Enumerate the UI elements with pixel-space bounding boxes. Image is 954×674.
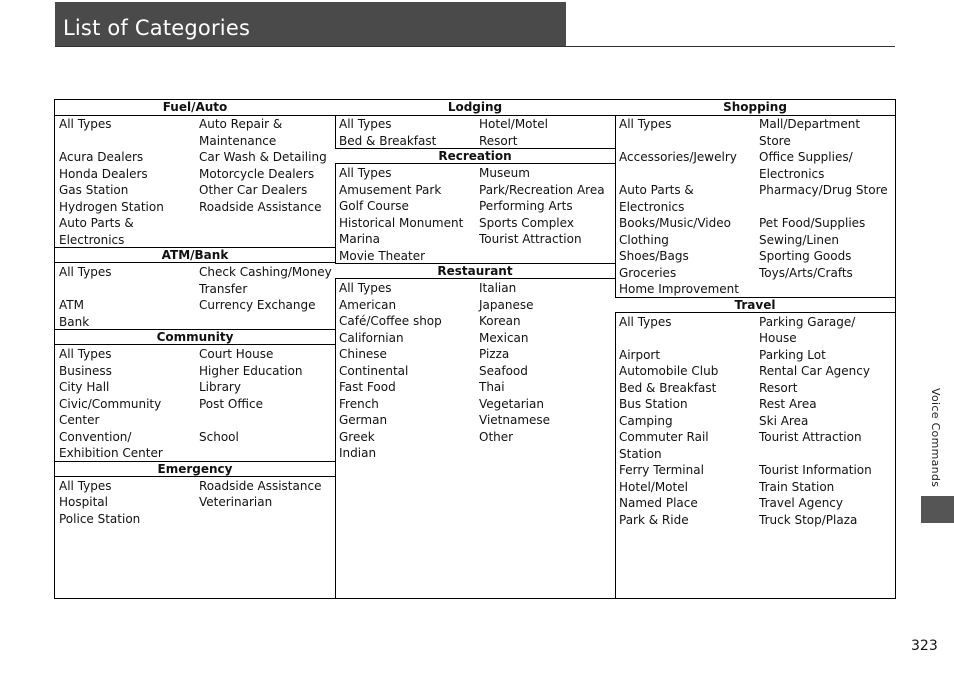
category-item: American <box>339 297 397 312</box>
category-item: Currency Exchange <box>199 298 316 312</box>
category-item: All Types <box>59 478 112 493</box>
category-item: Parking Lot <box>759 347 826 362</box>
section-header: Recreation <box>335 148 615 164</box>
category-item: Groceries <box>619 265 677 280</box>
category-item: Hotel/Motel <box>619 479 688 494</box>
section-header: Travel <box>615 297 895 313</box>
category-item: Italian <box>479 281 517 295</box>
category-item: Tourist Attraction <box>759 430 862 444</box>
page-number: 323 <box>911 638 938 654</box>
category-item: Vegetarian <box>479 396 544 411</box>
category-item: Hydrogen Station <box>59 199 164 214</box>
category-item: Resort <box>759 380 798 395</box>
section-header: Community <box>55 329 335 345</box>
category-item: Travel Agency <box>759 496 843 510</box>
category-item: Ferry Terminal <box>619 463 704 477</box>
category-item: All Types <box>59 117 112 131</box>
category-item: All Types <box>59 265 112 279</box>
category-item: Auto Parts & Electronics <box>619 183 694 214</box>
category-item: French <box>339 396 379 411</box>
category-item: Convention/ Exhibition Center <box>59 429 163 460</box>
category-item: Shoes/Bags <box>619 249 689 263</box>
category-item: Auto Parts & Electronics <box>59 216 134 247</box>
category-item: Pharmacy/Drug Store <box>759 183 888 197</box>
category-item: Toys/Arts/Crafts <box>759 265 853 280</box>
column-1 <box>55 100 336 599</box>
category-item: Automobile Club <box>619 364 719 378</box>
category-item: Mexican <box>479 330 529 345</box>
category-item: Vietnamese <box>479 413 551 427</box>
category-item: Historical Monument <box>339 215 464 230</box>
category-item: Mall/Department Store <box>759 117 861 148</box>
category-item: Indian <box>339 446 377 460</box>
category-item: School <box>199 429 239 444</box>
category-item: Korean <box>479 314 521 328</box>
category-item: Continental <box>339 363 409 378</box>
category-item: Ski Area <box>759 413 809 428</box>
category-item: Other Car Dealers <box>199 183 308 197</box>
category-item: Train Station <box>759 479 835 494</box>
category-item: All Types <box>59 347 112 361</box>
section-header: Shopping <box>615 100 895 116</box>
category-item: Bed & Breakfast <box>619 380 717 395</box>
category-item: Japanese <box>479 297 534 312</box>
category-item: Airport <box>619 347 661 362</box>
category-item: German <box>339 413 388 427</box>
category-item: Other <box>479 429 514 444</box>
column-3 <box>615 100 896 599</box>
category-item: Fast Food <box>339 380 396 394</box>
category-item: Tourist Information <box>759 463 872 477</box>
category-item: Rental Car Agency <box>759 364 870 378</box>
category-item: Parking Garage/ House <box>759 314 856 345</box>
category-item: Park/Recreation Area <box>479 182 605 197</box>
category-item: Truck Stop/Plaza <box>759 512 858 527</box>
category-item: Car Wash & Detailing <box>199 150 327 164</box>
category-item: Honda Dealers <box>59 166 148 181</box>
section-header: Restaurant <box>335 263 615 279</box>
category-item: Pet Food/Supplies <box>759 216 866 230</box>
section-header: Lodging <box>335 100 615 116</box>
category-item: Office Supplies/ Electronics <box>759 150 853 181</box>
category-item: Marina <box>339 232 380 246</box>
category-item: Rest Area <box>759 397 817 411</box>
category-item: Gas Station <box>59 183 129 197</box>
category-item: Resort <box>479 133 518 148</box>
category-item: All Types <box>339 281 392 295</box>
category-item: Tourist Attraction <box>479 232 582 246</box>
section-header: Fuel/Auto <box>55 100 335 116</box>
category-item: Amusement Park <box>339 182 442 197</box>
category-item: Veterinarian <box>199 495 273 509</box>
section-header: ATM/Bank <box>55 247 335 263</box>
category-item: Post Office <box>199 396 263 411</box>
category-item: Movie Theater <box>339 248 426 263</box>
category-item: All Types <box>339 117 392 131</box>
category-item: All Types <box>339 166 392 180</box>
page-title: List of Categories <box>63 16 251 40</box>
category-item: Bed & Breakfast <box>339 133 437 148</box>
category-item: Library <box>199 380 241 394</box>
column-2 <box>335 100 616 599</box>
category-item: Sewing/Linen <box>759 232 840 247</box>
category-item: Pizza <box>479 347 510 361</box>
category-item: Home Improvement <box>619 282 739 296</box>
category-item: Auto Repair & Maintenance <box>199 117 283 148</box>
category-item: Clothing <box>619 232 669 247</box>
category-item: Chinese <box>339 347 387 361</box>
category-item: Golf Course <box>339 199 409 213</box>
category-item: Park & Ride <box>619 512 689 527</box>
title-bar <box>55 2 566 46</box>
category-item: Bus Station <box>619 397 688 411</box>
category-item: Roadside Assistance <box>199 478 322 493</box>
category-item: Roadside Assistance <box>199 199 322 214</box>
category-item: Commuter Rail Station <box>619 430 709 461</box>
category-item: Police Station <box>59 511 141 526</box>
category-item: Business <box>59 363 112 378</box>
category-item: Camping <box>619 413 673 428</box>
category-item: Books/Music/Video <box>619 216 731 230</box>
category-item: Californian <box>339 330 404 345</box>
category-item: Sports Complex <box>479 215 574 230</box>
category-item: ATM <box>59 298 84 312</box>
categories-table <box>54 99 896 599</box>
category-item: All Types <box>619 117 672 131</box>
category-item: Café/Coffee shop <box>339 314 442 328</box>
category-item: Seafood <box>479 363 528 378</box>
category-item: Court House <box>199 347 274 361</box>
category-item: Civic/Community Center <box>59 396 162 427</box>
category-item: Acura Dealers <box>59 150 144 164</box>
category-item: Bank <box>59 314 90 329</box>
section-header: Emergency <box>55 461 335 477</box>
category-item: Sporting Goods <box>759 249 852 263</box>
category-item: Named Place <box>619 496 698 510</box>
category-item: Thai <box>479 380 505 394</box>
category-item: Museum <box>479 166 530 180</box>
category-item: Motorcycle Dealers <box>199 166 315 181</box>
category-item: Performing Arts <box>479 199 573 213</box>
side-tab-label: Voice Commands <box>929 388 942 488</box>
category-item: Accessories/Jewelry <box>619 150 737 164</box>
category-item: Higher Education <box>199 363 303 378</box>
side-tab-marker <box>921 496 954 523</box>
category-item: All Types <box>619 314 672 329</box>
category-item: City Hall <box>59 380 110 394</box>
category-item: Greek <box>339 429 375 444</box>
category-item: Check Cashing/Money Transfer <box>199 265 332 296</box>
category-item: Hospital <box>59 495 108 509</box>
title-rule <box>55 46 895 47</box>
category-item: Hotel/Motel <box>479 117 548 131</box>
